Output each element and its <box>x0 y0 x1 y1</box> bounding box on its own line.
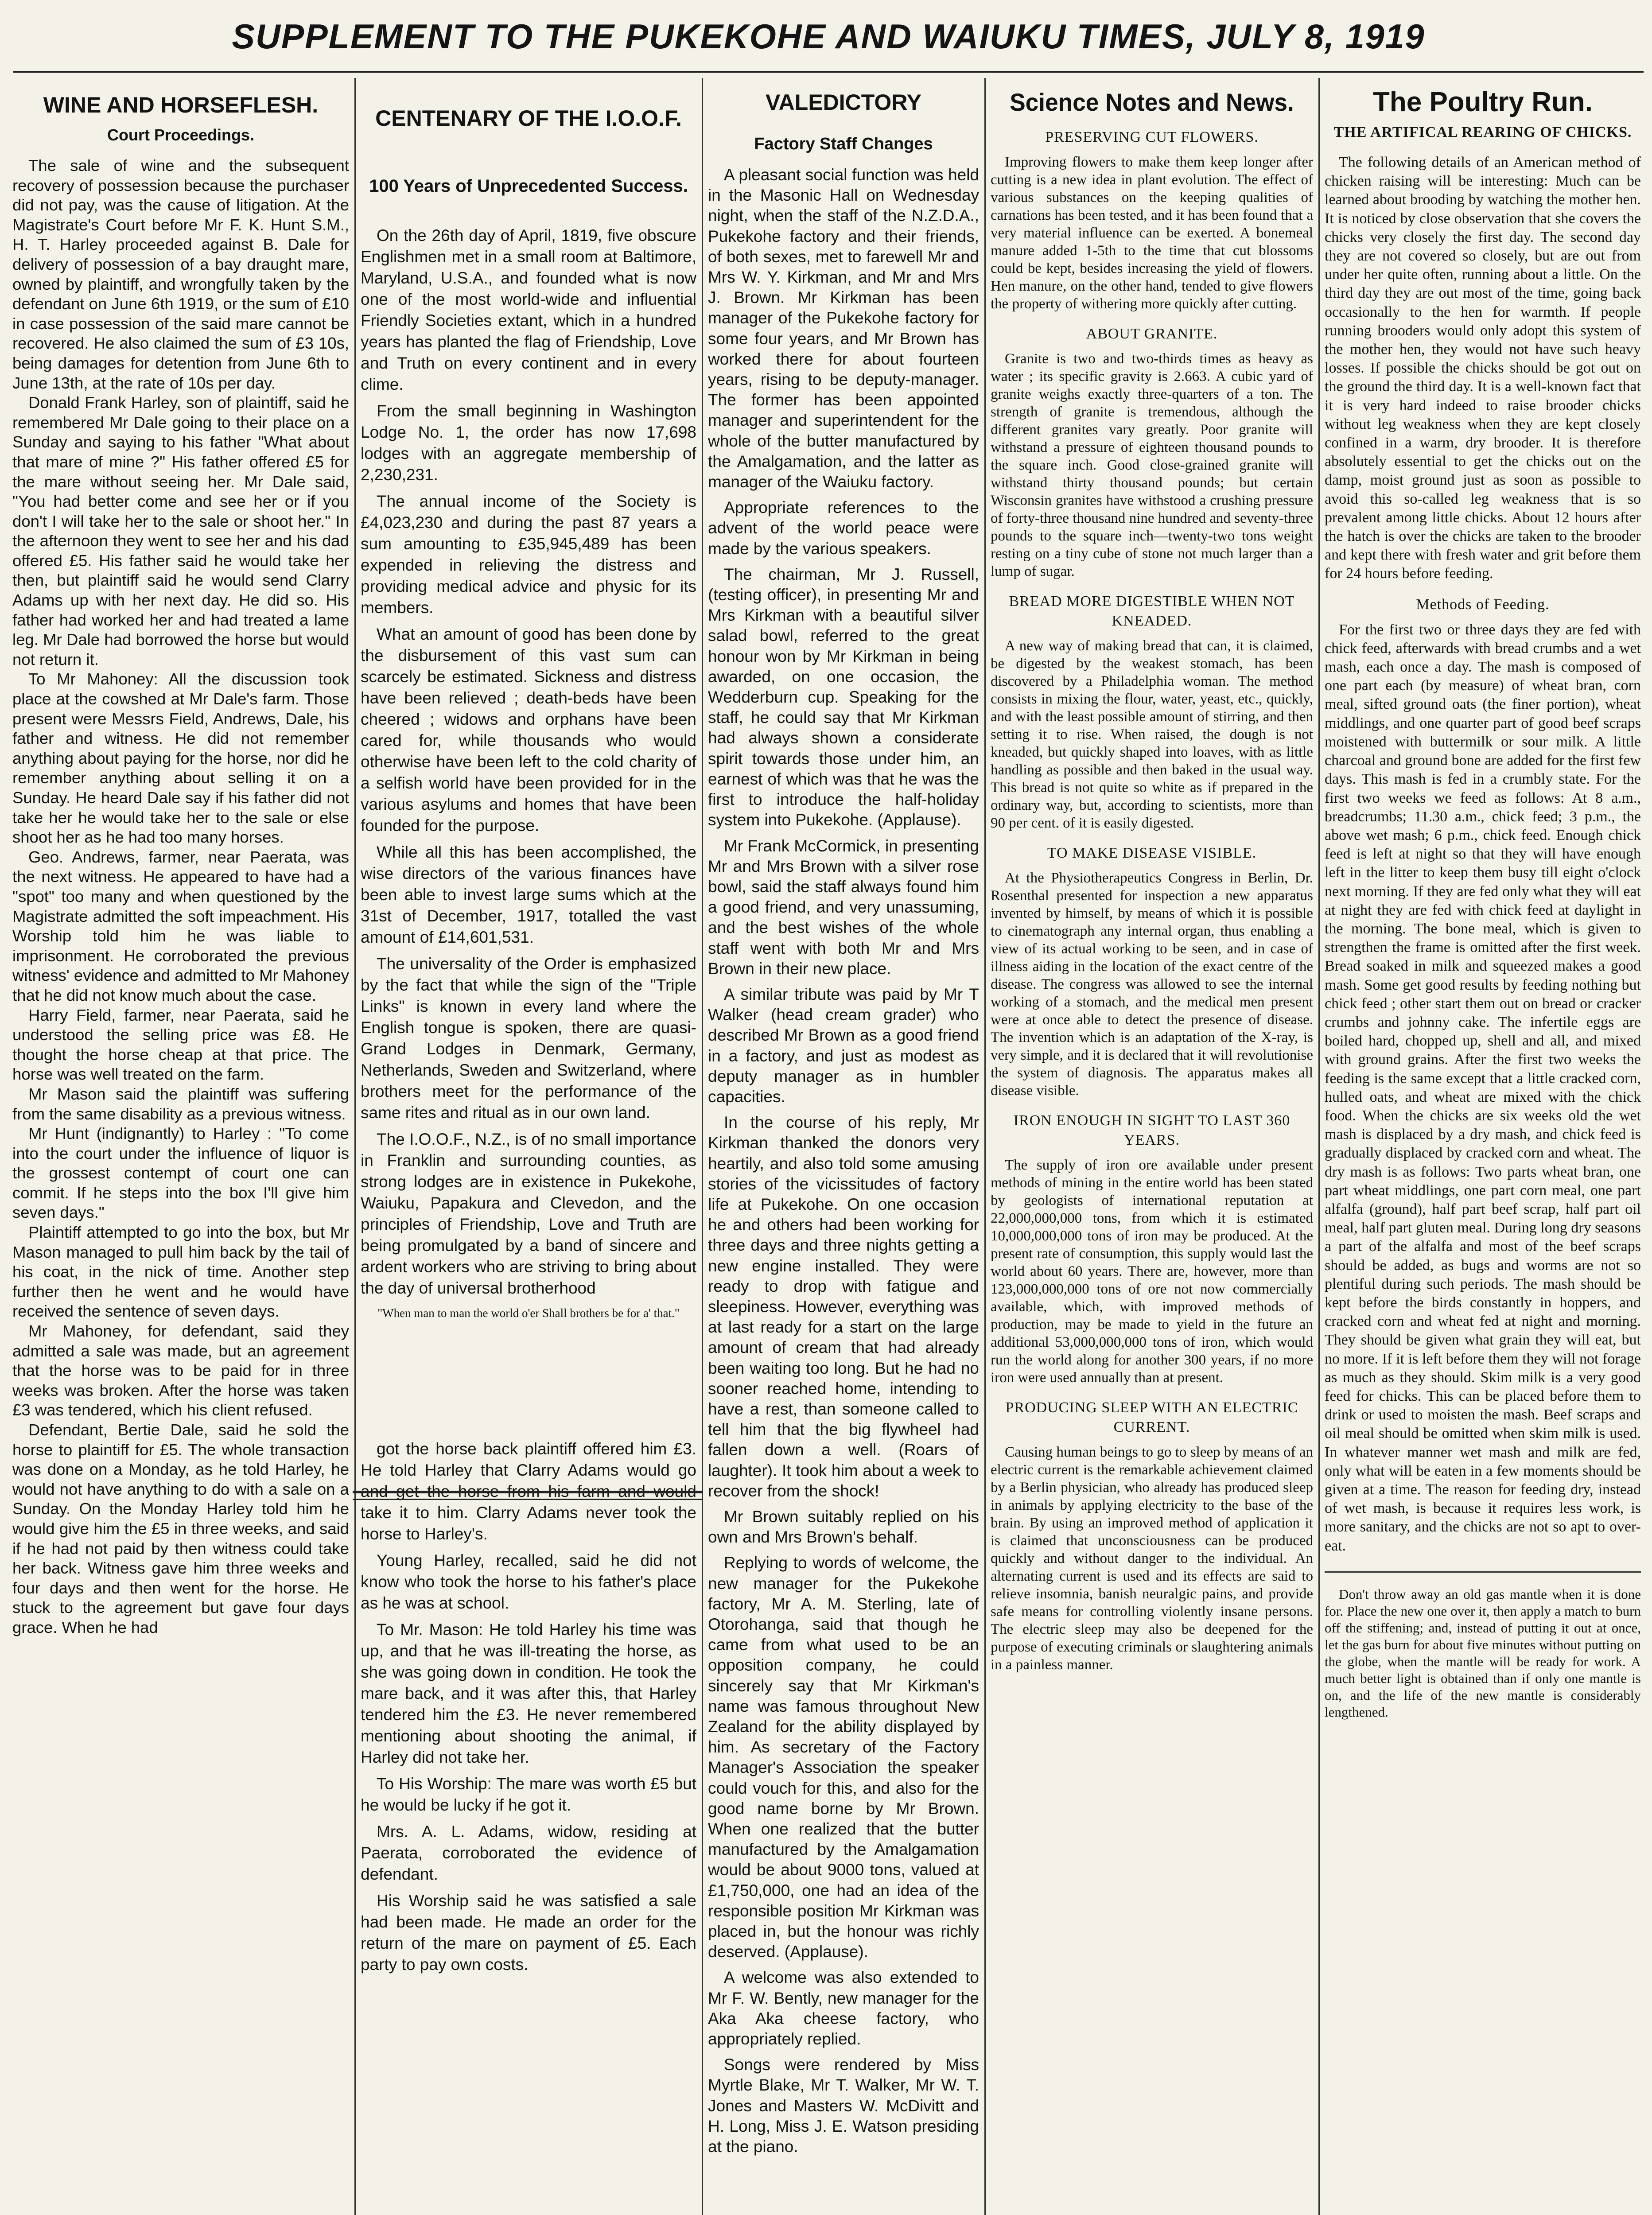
poultry-run-column <box>1325 78 1641 2215</box>
paragraph: At the Physiotherapeutics Congress in Berlin, Dr. Rosenthal presented for inspection a new apparatus invented by himself, by means of which it is possible to cinematograph any internal organ, thus enabling a view of its actual working to be seen, and in case of illness aiding in the location of the exact centre of the disease. The congress was allowed to see the internal working of a stomach, and the medical men present were at once able to detect the presence of disease. The invention which is an adaptation of the X-ray, is very simple, and it is declared that it will revolutionise the system of diagnosis. The apparatus makes all disease visible. <box>991 870 1313 1099</box>
article-body <box>708 165 979 2157</box>
section-body <box>991 869 1313 1100</box>
paragraph: What an amount of good has been done by the disbursement of this vast sum can scarcely be estimated. Sickness and distress have been relieved ; death-beds have been cheered ; widows and orphans have been cared for, while thousands who would otherwise have been left to the cold charity of a selfish world have been provided for in the various asylums and homes that have been founded for the purpose. <box>361 625 696 835</box>
masthead-rule <box>13 71 1644 73</box>
subheadline: 100 Years of Unprecedented Success. <box>369 176 688 196</box>
subheadline: Court Proceedings. <box>107 126 255 144</box>
paragraph: Improving flowers to make them keep longer after cutting is a new idea in plant evolution. The effect of various substances on the keeping qualities of carnations has been tested, and it has been found that a very material influence can be exerted. A bonemeal manure added 1-5th to the time that cut blossoms could be kept, besides increasing the yield of flowers. Hen manure, on the other hand, tended to give flowers the property of withering more quickly after cutting. <box>991 154 1313 312</box>
paragraph: Mr Hunt (indignantly) to Harley : "To come into the court under the influence of liquor is the grossest contempt of court one can commit. If he steps into the box I'll give him seven days." <box>12 1124 349 1222</box>
paragraph: From the small beginning in Washington Lodge No. 1, the order has now 17,698 lodges with an aggregate membership of 2,230,231. <box>361 402 696 484</box>
paragraph: The I.O.O.F., N.Z., is of no small importance in Franklin and surrounding counties, as strong lodges are in existence in Pukekohe, Waiuku, Papakura and Clevedon, and the principles of Friendship, Love and Truth are being promulgated by a band of sincere and ardent workers who are striving to bring about the day of universal brotherhood <box>361 1130 696 1297</box>
article-body <box>12 156 349 1638</box>
section-title: Methods of Feeding. <box>1416 596 1550 613</box>
masthead: SUPPLEMENT TO THE PUKEKOHE AND WAIUKU TIMES, JULY 8, 1919 <box>232 17 1425 56</box>
column-rule <box>702 78 703 2215</box>
section-body <box>991 1156 1313 1387</box>
paragraph: Mr Mahoney, for defendant, said they admitted a sale was made, but an agreement that the horse was to be paid for in three weeks was broken. After the horse was taken £3 was tendered, which his client refused. <box>12 1322 349 1419</box>
subheadline: Factory Staff Changes <box>754 135 933 153</box>
paragraph: The sale of wine and the subsequent recovery of possession because the purchaser did not pay, was the cause of litigation. At the Magistrate's Court before Mr F. K. Hunt S.M., H. T. Harley proceeded against B. Dale for delivery of possession of a bay draught mare, owned by plaintiff, and wrongfully taken by the defendant on June 6th 1919, or the sum of £10 in case possession of the said mare cannot be recovered. He also claimed the sum of £3 10s, being damages for detention from June 6th to June 13th, at the rate of 10s per day. <box>12 156 349 392</box>
paragraph: Mrs. A. L. Adams, widow, residing at Paerata, corroborated the evidence of defendant. <box>361 1823 696 1883</box>
paragraph: A new way of making bread that can, it is claimed, be digested by the weakest stomach, has been discovered by a Philadelphia woman. The method consists in mixing the flour, water, yeast, etc., quickly, and with the least possible amount of stirring, and then setting it to rise. When raised, the dough is not kneaded, but quickly shaped into loaves, with as little handling as possible and then baked in the usual way. This bread is not quite so white as if prepared in the ordinary way, but, according to scientists, more than 90 per cent. of it is easily digested. <box>991 638 1313 831</box>
paragraph: The annual income of the Society is £4,023,230 and during the past 87 years a sum amounting to £35,945,489 has been expended in relieving the distress and providing medical advice and physic for its members. <box>361 492 696 617</box>
paragraph: His Worship said he was satisfied a sale had been made. He made an order for the return of the mare on payment of £5. Each party to pay own costs. <box>361 1892 696 1974</box>
paragraph: Mr Mason said the plaintiff was suffering from the same disability as a previous witness. <box>12 1084 349 1123</box>
paragraph: A pleasant social function was held in the Masonic Hall on Wednesday night, when the staff of the N.Z.D.A., Pukekohe factory and their friends, of both sexes, met to farewell Mr and Mrs W. Y. Kirkman, and Mr and Mrs J. Brown. Mr Kirkman has been manager of the Pukekohe factory for some four years, and Mr Brown has worked there for about fourteen years, rising to be deputy-manager. The former has been appointed manager and superintendent for the whole of the butter manufactured by the Amalgamation, and the latter as manager of the Waiuku factory. <box>708 166 979 491</box>
section-title: PRESERVING CUT FLOWERS. <box>1045 129 1259 145</box>
continued-article-body <box>361 1438 696 1975</box>
paragraph: Mr Brown suitably replied on his own and Mrs Brown's behalf. <box>708 1508 979 1547</box>
headline: CENTENARY OF THE I.O.O.F. <box>375 106 682 131</box>
column-rule <box>354 78 356 2215</box>
section-title: TO MAKE DISEASE VISIBLE. <box>1047 845 1257 861</box>
article-wine-and-horseflesh <box>12 78 349 2215</box>
paragraph: To His Worship: The mare was worth £5 but he would be lucky if he got it. <box>361 1775 696 1814</box>
paragraph: Geo. Andrews, farmer, near Paerata, was the next witness. He appeared to have had a "spot" too many and when questioned by the Magistrate admitted the soft impeachment. His Worship told him he was liable to imprisonment. He corroborated the previous witness' evidence and admitted to Mr Mahoney that he did not know much about the case. <box>12 847 349 1004</box>
paragraph: Granite is two and two-thirds times as heavy as water ; its specific gravity is 2.663. A cubic yard of granite weighs exactly three-quarters of a ton. The strength of granite is tremendous, although the different granites vary greatly. Poor granite will withstand a pressure of eighteen thousand pounds to the square inch. Good close-grained granite will withstand thirty thousand pounds; but certain Wisconsin granites have withstood a crushing pressure of forty-three thousand nine hundred and seventy-three pounds to the square inch—twenty-two tons weight resting on a tiny cube of stone not much larger than a lump of sugar. <box>991 351 1313 579</box>
article-body <box>361 225 696 1299</box>
paragraph: Young Harley, recalled, said he did not know who took the horse to his father's place as he was at school. <box>361 1551 696 1612</box>
article-valedictory <box>708 78 979 2215</box>
section-title: BREAD MORE DIGESTIBLE WHEN NOT KNEADED. <box>1009 593 1295 629</box>
headline: Science Notes and News. <box>1010 88 1294 116</box>
closing-quote: "When man to man the world o'er Shall brothers be for a' that." <box>377 1306 680 1320</box>
paragraph: The supply of iron ore available under present methods of mining in the entire world has been stated by geologists of international reputation at 22,000,000,000 tons, from which it is estimated 10,000,000,000 tons of iron may be produced. At the present rate of consumption, this supply would last the world about 60 years. There are, however, more than 123,000,000,000 tons of ore not now commercially available, which, with improved methods of production, may be made to yield in the future an additional 53,000,000,000 tons of iron, which would run the world along for another 300 years, if no more iron were used annually than at present. <box>991 1157 1313 1386</box>
paragraph: Replying to words of welcome, the new manager for the Pukekohe factory, Mr A. M. Sterling, late of Otorohanga, said that though he came from what used to be an opposition company, he could sincerely say that Mr Kirkman's name was famous throughout New Zealand for the ability displayed by him. As secretary of the Factory Manager's Association the speaker could vouch for this, and also for the good name borne by Mr Brown. When one realized that the butter manufactured by the Amalgamation would be about 9000 tons, valued at £1,750,000, one had an idea of the responsible position Mr Kirkman was placed in, but the honour was richly deserved. (Applause). <box>708 1554 979 1961</box>
paragraph: Songs were rendered by Miss Myrtle Blake, Mr T. Walker, Mr W. T. Jones and Masters W. McDivitt and H. Long, Miss J. E. Watson presiding at the piano. <box>708 2056 979 2156</box>
headline: WINE AND HORSEFLESH. <box>43 93 319 117</box>
paragraph: Plaintiff attempted to go into the box, but Mr Mason managed to pull him back by the tail of his coat, in the nick of time. Another step further then he went and he would have received the sentence of seven days. <box>12 1223 349 1321</box>
section-body <box>991 350 1313 580</box>
column-rule <box>1318 78 1320 2215</box>
paragraph: Defendant, Bertie Dale, said he sold the horse to plaintiff for £5. The whole transaction was done on a Monday, as he told Harley, he would not have anything to do with a sale on a Sunday. On the Monday Harley told him he would give him the £5 in three weeks, and said if he had not paid by then witness could take her back. Witness gave him three weeks and four days and then went for the horse. He stuck to the agreement but gave four days grace. When he had <box>12 1421 349 1636</box>
paragraph: For the first two or three days they are fed with chick feed, afterwards with bread crumbs and a wet mash, each once a day. The mash is composed of one part each (by measure) of wheat bran, corn meal, sifted ground oats (the finer portion), wheat middlings, and one quarter part of good beef scraps moistened with buttermilk or sour milk. A little charcoal and ground bone are added for the first few days. This mash is fed in a crumbly state. For the first two weeks we feed as follows: At 8 a.m., breadcrumbs; 11.30 a.m., chick feed; 3 p.m., the above wet mash; 6 p.m., chick feed. Enough chick feed is left at night so that they will have enough left in the litter to keep them busy till eight o'clock next morning. If they are fed only what they will eat at night they are fed with chick feed at daylight in the morning. The bone meal, which is given to strengthen the frame is omitted after the first week. Bread soaked in milk and squeezed makes a good mash. Some get good results by feeding nothing but chick feed ; other start them out on bread or cracker crumbs and johnny cake. The infertile eggs are boiled hard, chopped up, shell and all, and mixed with ground grains. After the first two weeks the feeding is the same except that a little cracked corn, hulled oats, and wheat are mixed with the chick food. When the chicks are six weeks old the wet mash is displaced by a dry mash, and chick feed is gradually displaced by cracked corn and wheat. The dry mash is as follows: Two parts wheat bran, one part wheat middlings, one part corn meal, one part alfalfa (ground), half part beef scrap, half part oil meal, half part gluten meal. During long dry seasons a part of the alfalfa and most of the beef scraps should be added, as bugs and worms are not so plentiful during such periods. The mash should be kept before the birds constantly in hoppers, and cracked corn and wheat fed at night and morning. They should be given what grain they will eat, but no more. If it is left before them they will not forage as much as they should. Skim milk is a very good feed for chicks. This can be placed before them to drink or used to moisten the mash. Beef scraps and oil meal should be omitted when skim milk is used. In whatever manner wet mash and milk are fed, only what will be eaten in a few moments should be given at a time. The reason for feeding dry, instead of wet mash, is because it requires less work, is more sanitary, and the chicks are not so apt to over-eat. <box>1325 621 1641 1554</box>
paragraph: Donald Frank Harley, son of plaintiff, said he remembered Mr Dale going to their place on a Sunday and saying to his father "What about that mare of mine ?" His father offered £5 for the mare without seeing her. Mr Dale said, "You had better come and see her or if you don't I will take her to the sale or shoot her." In the afternoon they went to see her and his dad offered £5. His father said he would take her then, but plaintiff said he would send Clarry Adams up with her next day. He did so. His father had worked her and had treated a lame leg. Mr Dale had borrowed the horse but would not return it. <box>12 393 349 668</box>
paragraph: Mr Frank McCormick, in presenting Mr and Mrs Brown with a silver rose bowl, said the staff always found him a good friend, and very unassuming, and the best wishes of the whole staff went with both Mr and Mrs Brown in their new place. <box>708 836 979 978</box>
paragraph: To Mr. Mason: He told Harley his time was up, and that he was ill-treating the horse, as she was going down in condition. He took the mare back, and it was after this, that Harley tendered him the £3. He never remembered mentioning about shooting the animal, if Harley did not take her. <box>361 1620 696 1766</box>
science-notes-column <box>991 78 1313 2215</box>
section-body <box>991 637 1313 832</box>
paragraph: Causing human beings to go to sleep by means of an electric current is the remarkable achievement claimed by a Berlin physician, who already has produced sleep in animals by applying electricity to the base of the brain. By using an improved method of application it is claimed that unconsciousness can be produced quickly and without danger to the individual. An alternating current is used and its effects are said to relieve insomnia, banish neuralgic pains, and provide safe means for controlling violently insane persons. The electric sleep may also be deepened for the purpose of executing criminals or slaughtering animals in a painless manner. <box>991 1444 1313 1673</box>
section-body <box>991 153 1313 313</box>
gas-mantle-note <box>1325 1586 1641 1721</box>
paragraph: The following details of an American method of chicken raising will be interesting: Much can be learned about brooding by watching the mother hen. It is noticed by close observation that she covers the chicks very closely the first day. The second day they are not covered so closely, but are out from under her quite often, running about a little. On the third day they are out most of the time, going back occasionally to the hen for warmth. If people running brooders would only adopt this system of the mother hen, they would not have such heavy losses. If possible the chicks should be got out on the ground the third day. It is a well-known fact that it is very hard indeed to raise brooder chicks without leg weakness when they are kept closely confined in a warm, dry brooder. It is therefore absolutely essential to get the chicks out on the damp, moist ground just as soon as possible to avoid this so-called leg weakness that is so prevalent among little chicks. About 12 hours after the hatch is over the chicks are taken to the brooder and kept there with fresh water and grit before them for 24 hours before feeding. <box>1325 154 1641 582</box>
paragraph: A welcome was also extended to Mr F. W. Bently, new manager for the Aka Aka cheese factory, who appropriately replied. <box>708 1968 979 2048</box>
paragraph: The chairman, Mr J. Russell, (testing officer), in presenting Mr and Mrs Kirkman with a beautiful silver salad bowl, referred to the great honour won by Mr Kirkman in being awarded, on one occasion, the Wedderburn cup. Speaking for the staff, he could say that Mr Kirkman had always shown a considerate spirit towards those under him, an earnest of which was that he was the first to introduce the half-holiday system into Pukekohe. (Applause). <box>708 565 979 829</box>
headline: VALEDICTORY <box>766 90 921 115</box>
paragraph: Harry Field, farmer, near Paerata, said he understood the selling price was £8. He thought the horse cheap at that price. The horse was well treated on the farm. <box>12 1006 349 1084</box>
note-text: Don't throw away an old gas mantle when it is done for. Place the new one over it, then apply a match to burn off the stiffening; and, instead of putting it out at once, let the gas burn for about five minutes without putting on the globe, when the mantle will be ready for work. A much better light is obtained than if only one mantle is on, and the life of the new mantle is considerably lengthened. <box>1325 1586 1641 1720</box>
article-centenary-ioof <box>361 78 696 2215</box>
article-body <box>1325 621 1641 1555</box>
section-title: PRODUCING SLEEP WITH AN ELECTRIC CURRENT. <box>1005 1399 1298 1435</box>
paragraph: On the 26th day of April, 1819, five obscure Englishmen met in a small room at Baltimore, Maryland, U.S.A., and founded what is now one of the most world-wide and influential Friendly Societies extant, which in a hundred years has planted the flag of Friendship, Love and Truth on every continent and in every clime. <box>361 226 696 393</box>
column-rule <box>984 78 986 2215</box>
subheadline: THE ARTIFICAL REARING OF CHICKS. <box>1333 124 1632 140</box>
paragraph: A similar tribute was paid by Mr T Walker (head cream grader) who described Mr Brown as a good friend in a factory, and just as modest as deputy manager as in humbler capacities. <box>708 985 979 1106</box>
paragraph: got the horse back plaintiff offered him £3. He told Harley that Clarry Adams would go and get the horse from his farm and would take it to him. Clarry Adams never took the horse to Harley's. <box>361 1440 696 1543</box>
section-title: ABOUT GRANITE. <box>1086 326 1218 342</box>
paragraph: In the course of his reply, Mr Kirkman thanked the donors very heartily, and also told some amusing stories of the vicissitudes of factory life at Pukekohe. On one occasion he and others had been working for three days and three nights getting a new engine installed. They were ready to drop with fatigue and sleepiness. However, everything was at last ready for a start on the large amount of cream that had already been waiting too long. But he had no sooner reached home, intending to have a rest, than someone called to tell him that the big flywheel had fallen down a well. (Roars of laughter). It took him about a week to recover from the shock! <box>708 1113 979 1500</box>
section-title: IRON ENOUGH IN SIGHT TO LAST 360 YEARS. <box>1013 1112 1291 1148</box>
spacer <box>361 1328 696 1438</box>
paragraph: While all this has been accomplished, the wise directors of the various finances have been able to invest large sums which at the 31st of December, 1917, totalled the vast amount of £14,601,531. <box>361 843 696 946</box>
headline: The Poultry Run. <box>1373 87 1593 117</box>
paragraph: The universality of the Order is emphasized by the fact that while the sign of the "Triple Links" is known in every land where the English tongue is spoken, there are quasi-Grand Lodges in Denmark, Germany, Netherlands, Sweden and Switzerland, where brothers meet for the performance of the same rites and ritual as in our own land. <box>361 955 696 1122</box>
section-divider <box>353 1491 703 1500</box>
paragraph: Appropriate references to the advent of the world peace were made by the various speakers. <box>708 498 979 558</box>
divider <box>1325 1571 1641 1573</box>
paragraph: To Mr Mahoney: All the discussion took place at the cowshed at Mr Dale's farm. Those present were Messrs Field, Andrews, Dale, his father and witness. He did not remember anything about paying for the horse, nor did he remember anything about selling it on a Sunday. He heard Dale say if his father did not take her he would take her to the sale or else shoot her as he had too many horses. <box>12 670 349 847</box>
section-body <box>991 1443 1313 1674</box>
article-body <box>1325 153 1641 583</box>
